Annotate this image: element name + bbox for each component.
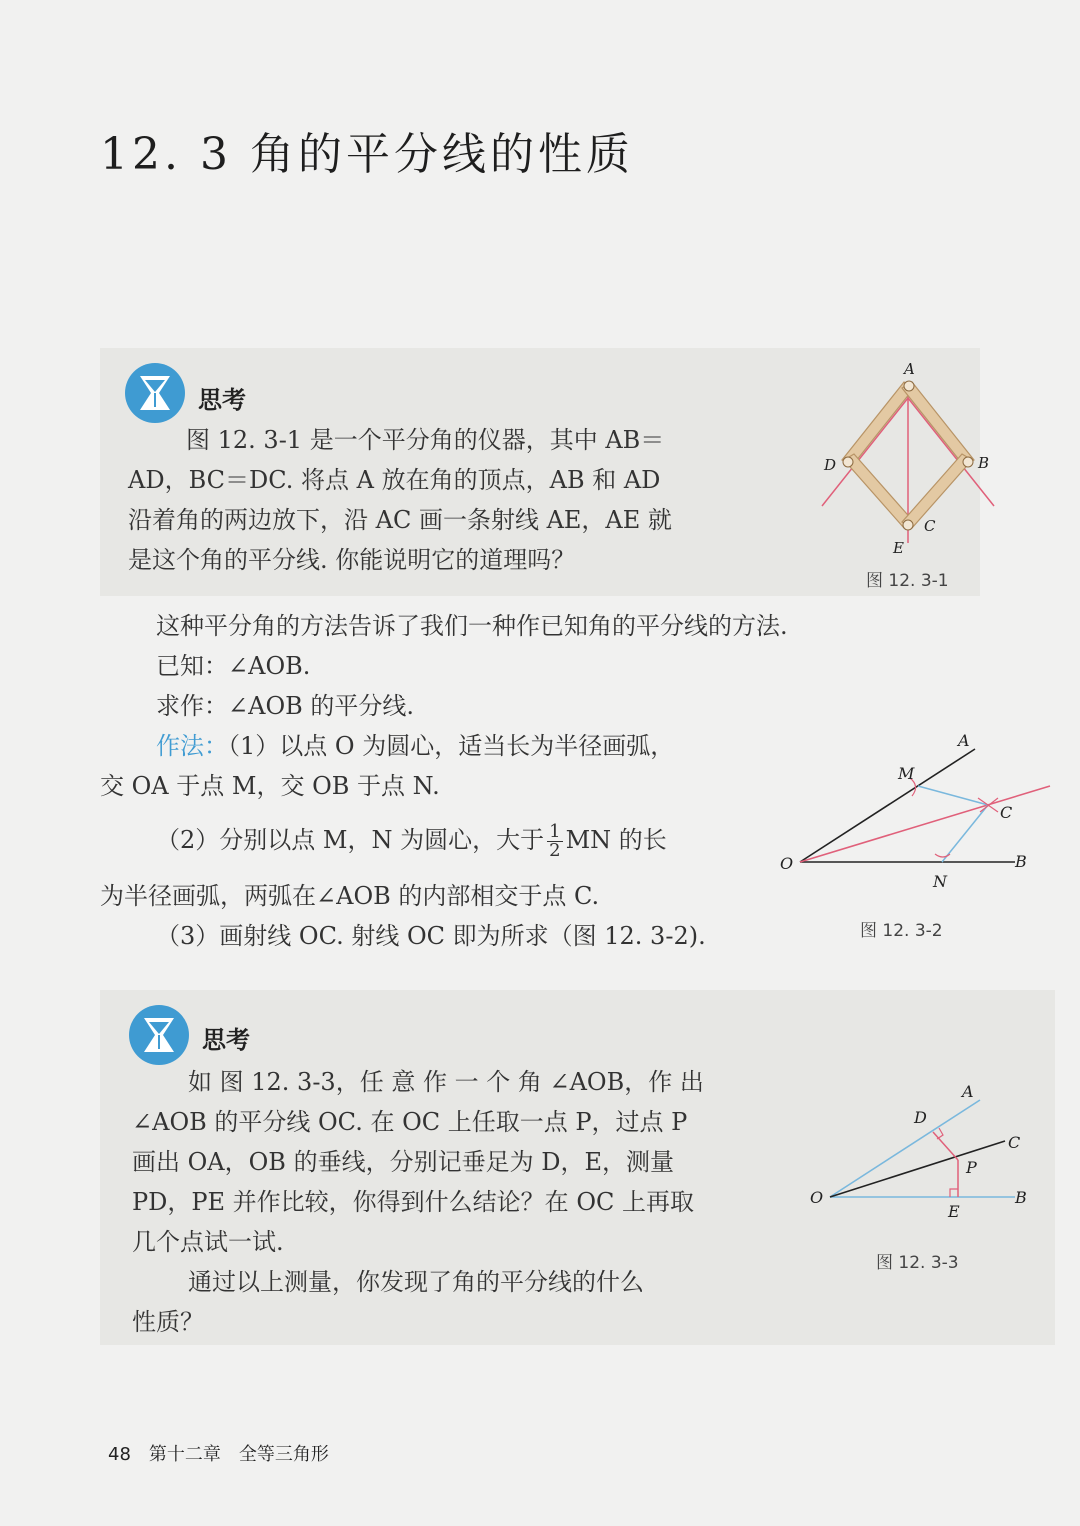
fig1-point-A: A xyxy=(904,360,915,378)
step2-text-end: MN 的长 xyxy=(565,826,667,854)
construction-find: 求作：∠AOB 的平分线. xyxy=(156,692,415,720)
fig3-point-D: D xyxy=(914,1108,927,1127)
fig2-point-N: N xyxy=(933,872,947,891)
construction-given: 已知：∠AOB. xyxy=(156,652,311,680)
think2-line-4: PD，PE 并作比较，你得到什么结论？在 OC 上再取 xyxy=(132,1188,694,1216)
step2-text: （2）分别以点 M，N 为圆心，大于 xyxy=(156,826,545,854)
think-badge-icon xyxy=(124,362,186,424)
fig1-point-D: D xyxy=(824,456,837,474)
figure-12-3-3 xyxy=(800,1075,1050,1225)
section-title: 12. 3 角的平分线的性质 xyxy=(100,129,634,180)
construction-intro: 这种平分角的方法告诉了我们一种作已知角的平分线的方法. xyxy=(156,612,788,640)
fraction-denominator: 2 xyxy=(549,840,561,861)
think2-line-1: 如 图 12. 3-3，任 意 作 一 个 角 ∠AOB，作 出 xyxy=(188,1068,704,1096)
construction-step3: （3）画射线 OC. 射线 OC 即为所求（图 12. 3-2). xyxy=(156,922,706,950)
fig3-point-P: P xyxy=(966,1158,977,1177)
construction-step2-line2: 为半径画弧，两弧在∠AOB 的内部相交于点 C. xyxy=(100,882,600,910)
think2-line-5: 几个点试一试. xyxy=(132,1228,284,1256)
figure-12-3-2-caption: 图 12. 3-2 xyxy=(860,921,943,941)
think1-line-4: 是这个角的平分线. 你能说明它的道理吗？ xyxy=(128,546,576,574)
fig1-point-C: C xyxy=(924,517,936,535)
page-footer xyxy=(108,1440,347,1466)
think-label: 思考 xyxy=(198,386,246,414)
think1-line-3: 沿着角的两边放下，沿 AC 画一条射线 AE，AE 就 xyxy=(128,506,672,534)
think-badge-icon xyxy=(128,1004,190,1066)
think2-line-2: ∠AOB 的平分线 OC. 在 OC 上任取一点 P，过点 P xyxy=(132,1108,688,1136)
page-number: 48 xyxy=(108,1444,131,1465)
fig2-point-A: A xyxy=(958,731,970,750)
chapter-title: 全等三角形 xyxy=(238,1444,329,1465)
fig2-point-O: O xyxy=(780,854,794,873)
construction-step2-line1 xyxy=(156,820,667,860)
fig3-point-O: O xyxy=(810,1188,824,1207)
fig3-point-E: E xyxy=(948,1202,960,1221)
think2-line-6: 通过以上测量，你发现了角的平分线的什么 xyxy=(188,1268,644,1296)
fig2-point-B: B xyxy=(1015,852,1027,871)
fig3-point-A: A xyxy=(962,1082,974,1101)
fig3-point-B: B xyxy=(1015,1188,1027,1207)
fraction-numerator: 1 xyxy=(549,821,561,842)
chapter-number: 第十二章 xyxy=(148,1444,221,1465)
figure-12-3-2 xyxy=(770,724,1060,900)
fig1-point-B: B xyxy=(978,454,990,472)
construction-step1-line2: 交 OA 于点 M，交 OB 于点 N. xyxy=(100,772,440,800)
step1-text: （1）以点 O 为圆心，适当长为半径画弧， xyxy=(228,732,675,760)
think1-line-2: AD，BC＝DC. 将点 A 放在角的顶点，AB 和 AD xyxy=(128,466,661,494)
think-label: 思考 xyxy=(202,1026,250,1054)
fig1-point-E: E xyxy=(893,539,904,557)
method-label: 作法： xyxy=(156,732,228,760)
fig3-point-C: C xyxy=(1008,1133,1021,1152)
figure-12-3-3-caption: 图 12. 3-3 xyxy=(876,1253,959,1273)
think1-line-1: 图 12. 3-1 是一个平分角的仪器，其中 AB＝ xyxy=(186,426,665,454)
construction-step1-line1 xyxy=(156,726,674,766)
think2-line-7: 性质？ xyxy=(132,1308,204,1336)
fig2-point-M: M xyxy=(898,764,915,783)
fraction-one-half xyxy=(547,823,562,860)
figure-12-3-1 xyxy=(808,358,1008,568)
think2-line-3: 画出 OA，OB 的垂线，分别记垂足为 D，E，测量 xyxy=(132,1148,674,1176)
figure-12-3-1-caption: 图 12. 3-1 xyxy=(866,571,949,591)
fig2-point-C: C xyxy=(1000,803,1013,822)
